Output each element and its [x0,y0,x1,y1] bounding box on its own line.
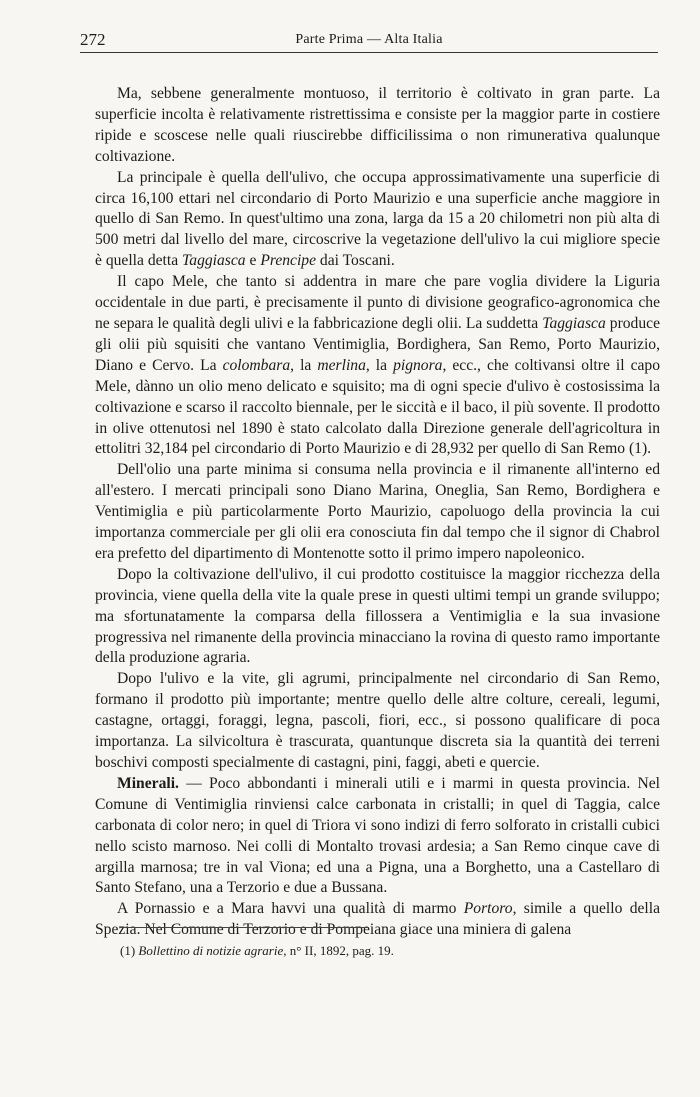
paragraph: Dell'olio una parte minima si consuma nella provincia e il rimanente all'interno ed all'estero. I mercati principali sono Diano Marina, Oneglia, San Remo, Bordighera e Ventimiglia e più particolarmente Porto Maurizio, capoluogo della provincia la cui importanza commerciale per gli olii era conosciuta fin dal tempo che il signor di Chabrol era prefetto del dipartimento di Montenotte sotto il primo impero napoleonico. [95,461,660,562]
italic-term: Taggiasca [182,252,246,270]
footnote-citation: , n° II, 1892, pag. 19. [283,943,394,958]
paragraph: Ma, sebbene generalmente montuoso, il territorio è coltivato in gran parte. La superficie incolta è relativamente ristrettissima e consiste per la maggior parte in costiere ripide e scoscese nelle quali riuscirebbe difficilissima o non rimunerativa qualunque coltivazione. [95,85,660,165]
footnote-marker: (1) [120,943,139,958]
body-text [95,84,660,941]
paragraph: La principale è quella dell'ulivo, che occupa approssimativamente una superficie di circa 16,100 ettari nel circondario di Porto Maurizio e una superficie anche maggiore in quello di San Remo. In quest'ultimo una zona, larga da 15 a 20 chilometri non più alta di 500 metri dal livello del mare, circoscrive la vegetazione dell'ulivo la cui migliore specie è quella detta Taggiasca e Prencipe dai Toscani. [95,168,660,270]
footnote [120,942,660,959]
italic-term: Taggiasca [542,314,606,332]
running-title: Parte Prima — Alta Italia [295,32,443,47]
paragraph: Dopo la coltivazione dell'ulivo, il cui prodotto costituisce la maggior ricchezza della provincia, viene quella della vite la quale prese in questi ultimi tempi un grande sviluppo; ma sfortunatamente la comparsa della fillossera a Ventimiglia e la sua invasione progressiva nel rimanente della provincia minacciano la rovina di questo ramo importante della produzione agraria. [95,565,660,667]
italic-term: colombara [222,356,291,374]
page-header [80,30,658,53]
page-number: 272 [80,30,106,49]
paragraph: Il capo Mele, che tanto si addentra in mare che pare voglia dividere la Liguria occidentale in due parti, è precisamente il punto di divisione geografico-agronomica che ne separa le qualità degli ulivi e la fabbricazione degli olii. La suddetta Taggiasca produce gli olii più squisiti che vantano Ventimiglia, Bordighera, San Remo, Porto Maurizio, Diano e Cervo. La colombara, la merlina, la pignora, ecc., che coltivansi oltre il capo Mele, dànno un olio meno delicato e squisito; ma di ogni specie d'ulivo è costosissima la coltivazione e scarso il raccolto biennale, per le siccità e il baco, il più sovente. Il prodotto in olive ottenutosi nel 1890 è stato calcolato dalla Direzione generale dell'agricoltura in ettolitri 32,184 pel circondario di Porto Maurizio e di 28,932 per quello di San Remo (1). [95,273,661,458]
paragraph: A Pornassio e a Mara havvi una qualità di marmo Portoro, simile a quello della Spezia. Nel Comune di Terzorio e di Pompeiana giace una miniera di galena [95,900,661,939]
section-heading: Minerali. [117,774,179,792]
paragraph: Dopo l'ulivo e la vite, gli agrumi, principalmente nel circondario di San Remo, formano il prodotto più importante; mentre quello delle altre colture, cereali, legumi, castagne, ortaggi, foraggi, legna, pascoli, fiori, ecc., si possono qualificare di poca importanza. La silvicoltura è trascurata, quantunque discreta sia la quantità dei terreni boschivi composti specialmente di castagni, pini, faggi, abeti e quercie. [95,670,660,771]
italic-term: merlina [317,356,366,374]
paragraph: Minerali. — Poco abbondanti i minerali utili e i marmi in questa provincia. Nel Comune di Ventimiglia rinviensi calce carbonata in cristalli; in quel di Taggia, calce carbonata di color nero; in quel di Triora vi sono indizi di ferro solforato in cristalli cubici nello scisto marnoso. Nei colli di Montalto trovasi ardesia; a San Remo cinque cave di argilla marnosa; tre in val Viona; ed una a Pigna, una a Borghetto, una a Castellaro di Santo Stefano, una a Terzorio e due a Bussana. [95,774,660,897]
footnote-divider [120,927,368,928]
italic-term: Portoro [463,900,513,918]
footnote-source: Bollettino di notizie agrarie [138,943,284,958]
italic-term: Prencipe [260,252,317,270]
italic-term: pignora [393,356,443,374]
